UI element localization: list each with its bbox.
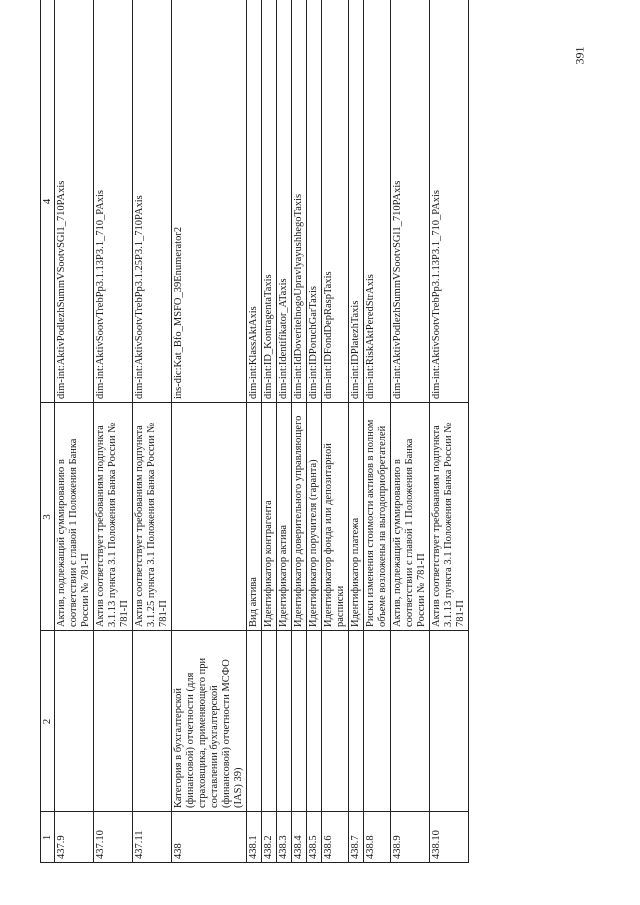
table-row: [391, 0, 430, 863]
row-number-cell: 438.6: [322, 812, 349, 863]
category-cell: [307, 631, 322, 812]
row-number-cell: 437.9: [55, 812, 94, 863]
row-number-cell: 437.11: [133, 812, 172, 863]
description-cell: Вид актива: [247, 403, 262, 631]
taxonomy-code-cell: dim-int:IDPoruchGarTaxis: [307, 0, 322, 403]
category-cell: [55, 631, 94, 812]
description-cell: Идентификатор платежа: [349, 403, 364, 631]
description-cell: Идентификатор контрагента: [262, 403, 277, 631]
row-number-cell: 438.8: [364, 812, 391, 863]
table-row: [262, 0, 277, 863]
description-cell: Актив, подлежащий суммированию в соответствии с главой 1 Положения Банка России № 781-П: [391, 403, 430, 631]
row-number-cell: 438: [172, 812, 247, 863]
taxonomy-code-cell: dim-int:AktivSootvTrebPp3.1.13P3.1_710_PAxis: [94, 0, 133, 403]
taxonomy-code-cell: dim-int:ID_KontragentaTaxis: [262, 0, 277, 403]
column-header-3: 3: [41, 403, 55, 631]
taxonomy-code-cell: dim-int:AktivPodlezhSummVSootvSGl1_710PAxis: [55, 0, 94, 403]
rotated-page-content: [40, 0, 572, 863]
row-number-cell: 438.9: [391, 812, 430, 863]
taxonomy-code-cell: dim-int:Identifikator_ATaxis: [277, 0, 292, 403]
description-cell: Риски изменения стоимости активов в полном объеме возложены на выгодоприобретателей: [364, 403, 391, 631]
table-row: [247, 0, 262, 863]
category-cell: [391, 631, 430, 812]
row-number-cell: 438.1: [247, 812, 262, 863]
category-cell: [94, 631, 133, 812]
table-row: [349, 0, 364, 863]
table-row: [322, 0, 349, 863]
category-cell: [349, 631, 364, 812]
row-number-cell: 438.3: [277, 812, 292, 863]
row-number-cell: 438.7: [349, 812, 364, 863]
table-row: [172, 0, 247, 863]
category-cell: [364, 631, 391, 812]
description-cell: Актив соответствует требованиям подпункта 3.1.13 пункта 3.1 Положения Банка России № 781-П: [94, 403, 133, 631]
table-row: [430, 0, 469, 863]
category-cell: [133, 631, 172, 812]
category-cell: [262, 631, 277, 812]
category-cell: [430, 631, 469, 812]
category-cell: Категория в бухгалтерской (финансовой) отчетности (для страховщика, применяющего при составлении бухгалтерской (финансовой) отчетности МСФО (IAS) 39): [172, 631, 247, 812]
table-row: [55, 0, 94, 863]
taxonomy-code-cell: dim-int:IDFondDepRaspTaxis: [322, 0, 349, 403]
description-cell: Актив соответствует требованиям подпункта 3.1.13 пункта 3.1 Положения Банка России № 781-П: [430, 403, 469, 631]
table-row: [133, 0, 172, 863]
row-number-cell: 438.2: [262, 812, 277, 863]
description-cell: Идентификатор актива: [277, 403, 292, 631]
table-row: [292, 0, 307, 863]
description-cell: Идентификатор поручителя (гаранта): [307, 403, 322, 631]
taxonomy-code-cell: ins-dic:Kat_Bfo_MSFO_39Enumerator2: [172, 0, 247, 403]
taxonomy-code-cell: dim-int:IdDoveritelnogoUpravlyayushhegoTaxis: [292, 0, 307, 403]
table-header-row: [41, 0, 55, 863]
category-cell: [292, 631, 307, 812]
taxonomy-code-cell: dim-int:IDPlatezhTaxis: [349, 0, 364, 403]
column-header-4: 4: [41, 0, 55, 403]
description-cell: Идентификатор доверительного управляющего: [292, 403, 307, 631]
row-number-cell: 437.10: [94, 812, 133, 863]
page-number: 391: [572, 46, 587, 65]
category-cell: [247, 631, 262, 812]
table-row: [307, 0, 322, 863]
taxonomy-code-cell: dim-int:RiskAktPeredStrAxis: [364, 0, 391, 403]
taxonomy-code-cell: dim-int:AktivSootvTrebPp3.1.25P3.1_710PAxis: [133, 0, 172, 403]
taxonomy-code-cell: dim-int:AktivPodlezhSummVSootvSGl1_710PAxis: [391, 0, 430, 403]
category-cell: [322, 631, 349, 812]
attribute-table: [40, 0, 469, 863]
table-row: [94, 0, 133, 863]
row-number-cell: 438.4: [292, 812, 307, 863]
description-cell: [172, 403, 247, 631]
column-header-2: 2: [41, 631, 55, 812]
row-number-cell: 438.5: [307, 812, 322, 863]
description-cell: Актив, подлежащий суммированию в соответствии с главой 1 Положения Банка России № 781-П: [55, 403, 94, 631]
category-cell: [277, 631, 292, 812]
row-number-cell: 438.10: [430, 812, 469, 863]
table-row: [277, 0, 292, 863]
taxonomy-code-cell: dim-int:AktivSootvTrebPp3.1.13P3.1_710_PAxis: [430, 0, 469, 403]
taxonomy-code-cell: dim-int:KlassAktAxis: [247, 0, 262, 403]
table-row: [364, 0, 391, 863]
column-header-1: 1: [41, 812, 55, 863]
description-cell: Идентификатор фонда или депозитарной расписки: [322, 403, 349, 631]
description-cell: Актив соответствует требованиям подпункта 3.1.25 пункта 3.1 Положения Банка России № 781-П: [133, 403, 172, 631]
